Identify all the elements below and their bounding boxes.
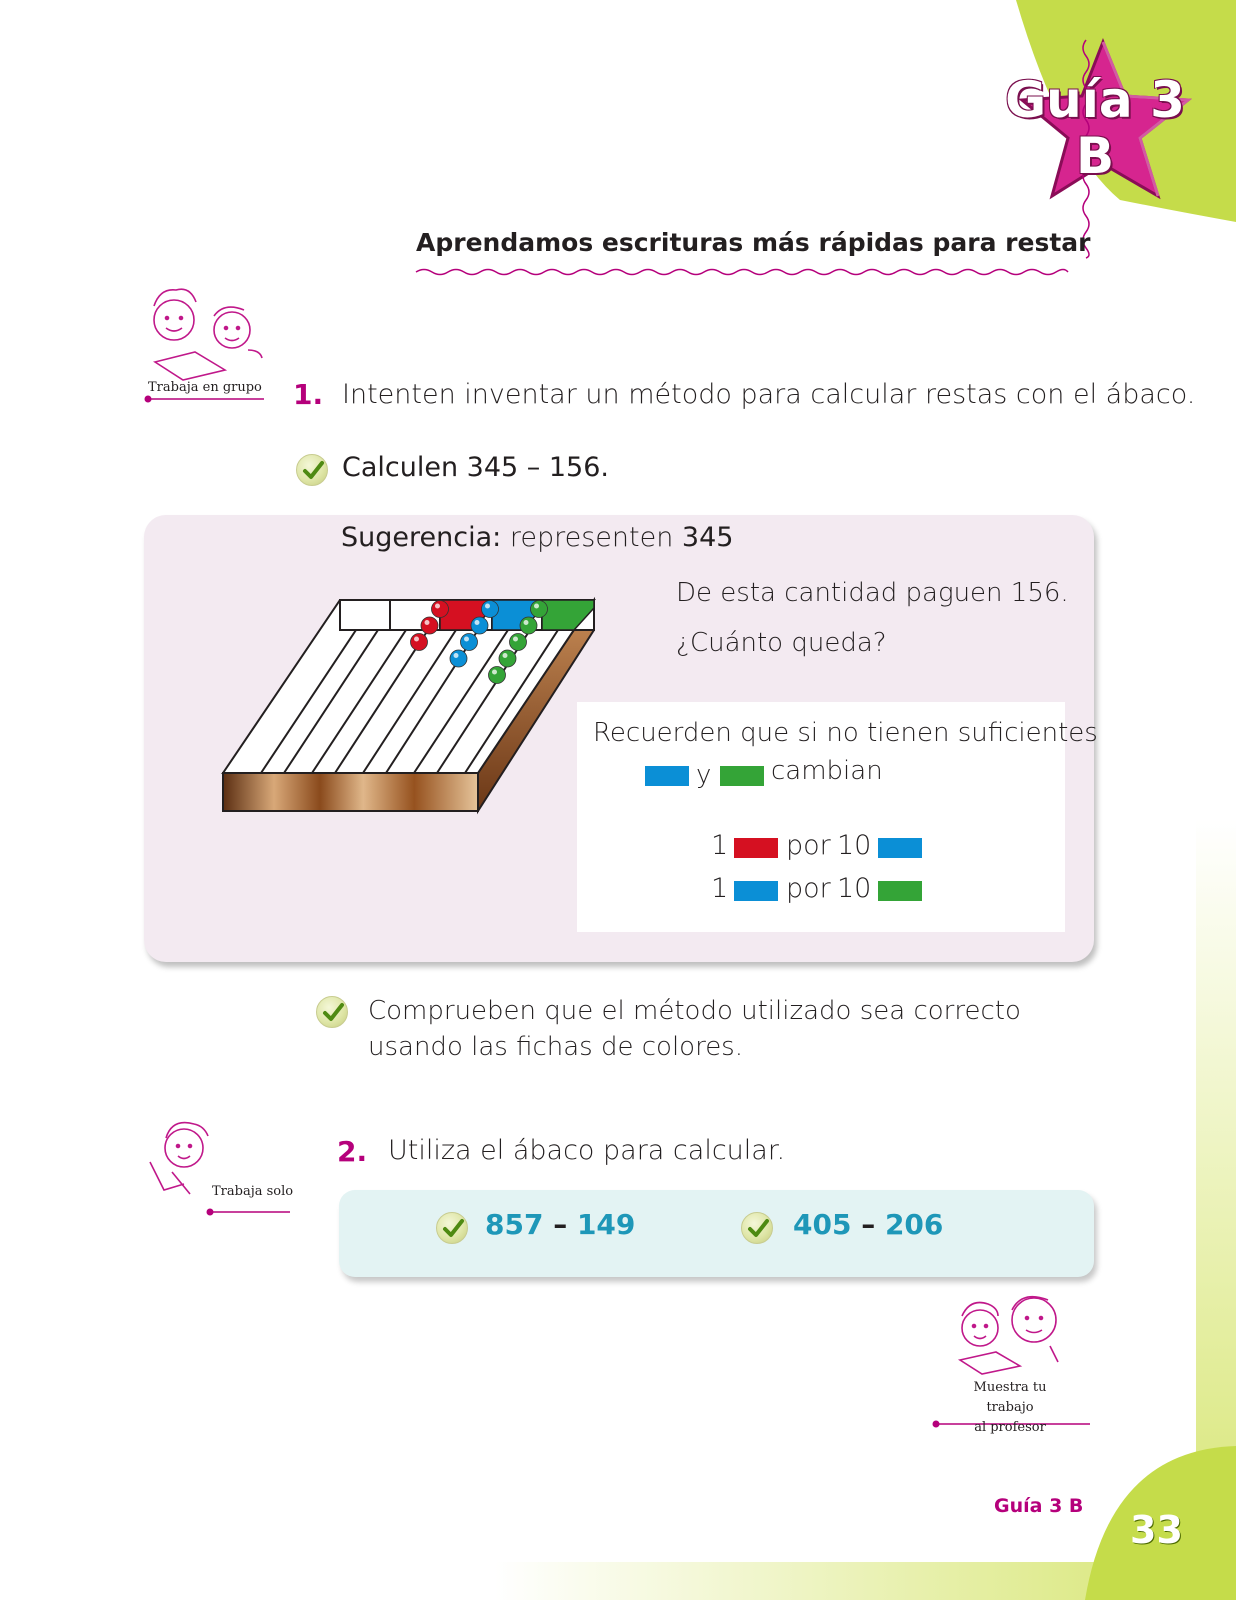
abacus-bead [471, 617, 488, 634]
exercise-1 [485, 1208, 635, 1241]
blue-swatch [645, 766, 689, 786]
abacus-bead [499, 650, 516, 667]
abacus-bead [450, 650, 467, 667]
kids-show-work-illustration [960, 1297, 1058, 1374]
work-label-show-line1: Muestra tu trabajo [973, 1380, 1047, 1415]
reminder-cambian: cambian [771, 756, 883, 786]
exercise-2 [793, 1208, 943, 1241]
page-number: 33 [1130, 1508, 1183, 1552]
abacus-illustration [218, 578, 598, 818]
abacus-bead-highlight [513, 637, 518, 642]
abacus-bead [421, 617, 438, 634]
exchange-row-2-ten: 10 [837, 873, 872, 904]
abacus-bead-highlight [492, 670, 497, 675]
blue-swatch [734, 881, 778, 901]
check-icon [436, 1212, 468, 1244]
verify-line1: Comprueben que el método utilizado sea correcto [368, 996, 1021, 1026]
abacus-bead-highlight [425, 620, 430, 625]
exercise-1-operator: – [553, 1208, 568, 1241]
check-icon [316, 996, 348, 1028]
suggestion-number: 345 [681, 522, 734, 553]
abacus-bead [461, 634, 478, 651]
work-label-solo: Trabaja solo [212, 1184, 294, 1199]
abacus-bead-highlight [534, 604, 539, 609]
abacus-bead-highlight [454, 653, 459, 658]
question-1-number: 1. [293, 378, 324, 411]
question-1-text: Intenten inventar un método para calcular restas con el ábaco. [342, 379, 1196, 410]
check-icon [741, 1212, 773, 1244]
suggestion-label: Sugerencia: [341, 522, 502, 553]
check-icon [296, 454, 328, 486]
green-swatch [720, 766, 764, 786]
pay-text: De esta cantidad paguen 156. [676, 578, 1069, 608]
reminder-y: y [696, 760, 712, 790]
abacus-bead [432, 601, 449, 618]
abacus-bead [489, 667, 506, 684]
footer-guide-label: Guía 3 B [994, 1495, 1084, 1517]
suggestion-title [341, 522, 733, 553]
abacus-bead-highlight [475, 620, 480, 625]
exchange-row-1-one: 1 [711, 830, 729, 861]
exercise-2-subtrahend: 206 [884, 1208, 944, 1241]
exercise-1-minuend: 857 [485, 1208, 544, 1241]
exercise-2-operator: – [861, 1208, 876, 1241]
green-swatch [878, 881, 922, 901]
work-label-show [950, 1378, 1070, 1438]
exchange-row-2-one: 1 [711, 873, 729, 904]
page-title: Aprendamos escrituras más rápidas para restar [416, 228, 1091, 257]
blue-swatch [878, 838, 922, 858]
red-swatch [734, 838, 778, 858]
work-label-group: Trabaja en grupo [148, 380, 262, 395]
exchange-row-2-por: por [786, 873, 831, 904]
question-remaining: ¿Cuánto queda? [676, 628, 887, 658]
abacus-bead-highlight [414, 637, 419, 642]
abacus-bead [531, 601, 548, 618]
verify-line2: usando las fichas de colores. [368, 1032, 743, 1062]
abacus-bead-highlight [485, 604, 490, 609]
question-2-text: Utiliza el ábaco para calcular. [388, 1135, 786, 1166]
guide-badge [995, 72, 1195, 184]
question-2-number: 2. [337, 1135, 368, 1168]
abacus-bead-highlight [503, 653, 508, 658]
abacus-bead [510, 634, 527, 651]
abacus-bead [520, 617, 537, 634]
kids-group-illustration [154, 289, 262, 380]
exercise-1-subtrahend: 149 [576, 1208, 636, 1241]
exchange-row-1-ten: 10 [837, 830, 872, 861]
guide-badge-line1: Guía 3 [1005, 71, 1185, 129]
kid-solo-illustration [150, 1123, 208, 1194]
abacus-bead-highlight [524, 620, 529, 625]
exchange-row-1-por: por [786, 830, 831, 861]
calc-instruction: Calculen 345 – 156. [342, 452, 609, 483]
suggestion-text: representen [509, 522, 674, 553]
work-label-show-line2: al profesor [974, 1420, 1046, 1435]
exercise-2-minuend: 405 [793, 1208, 852, 1241]
reminder-line1: Recuerden que si no tienen suficientes [593, 718, 1098, 748]
abacus-bead [411, 634, 428, 651]
abacus-bead-highlight [435, 604, 440, 609]
abacus-bead [482, 601, 499, 618]
guide-badge-line2: B [1075, 127, 1115, 185]
abacus-bead-highlight [464, 637, 469, 642]
